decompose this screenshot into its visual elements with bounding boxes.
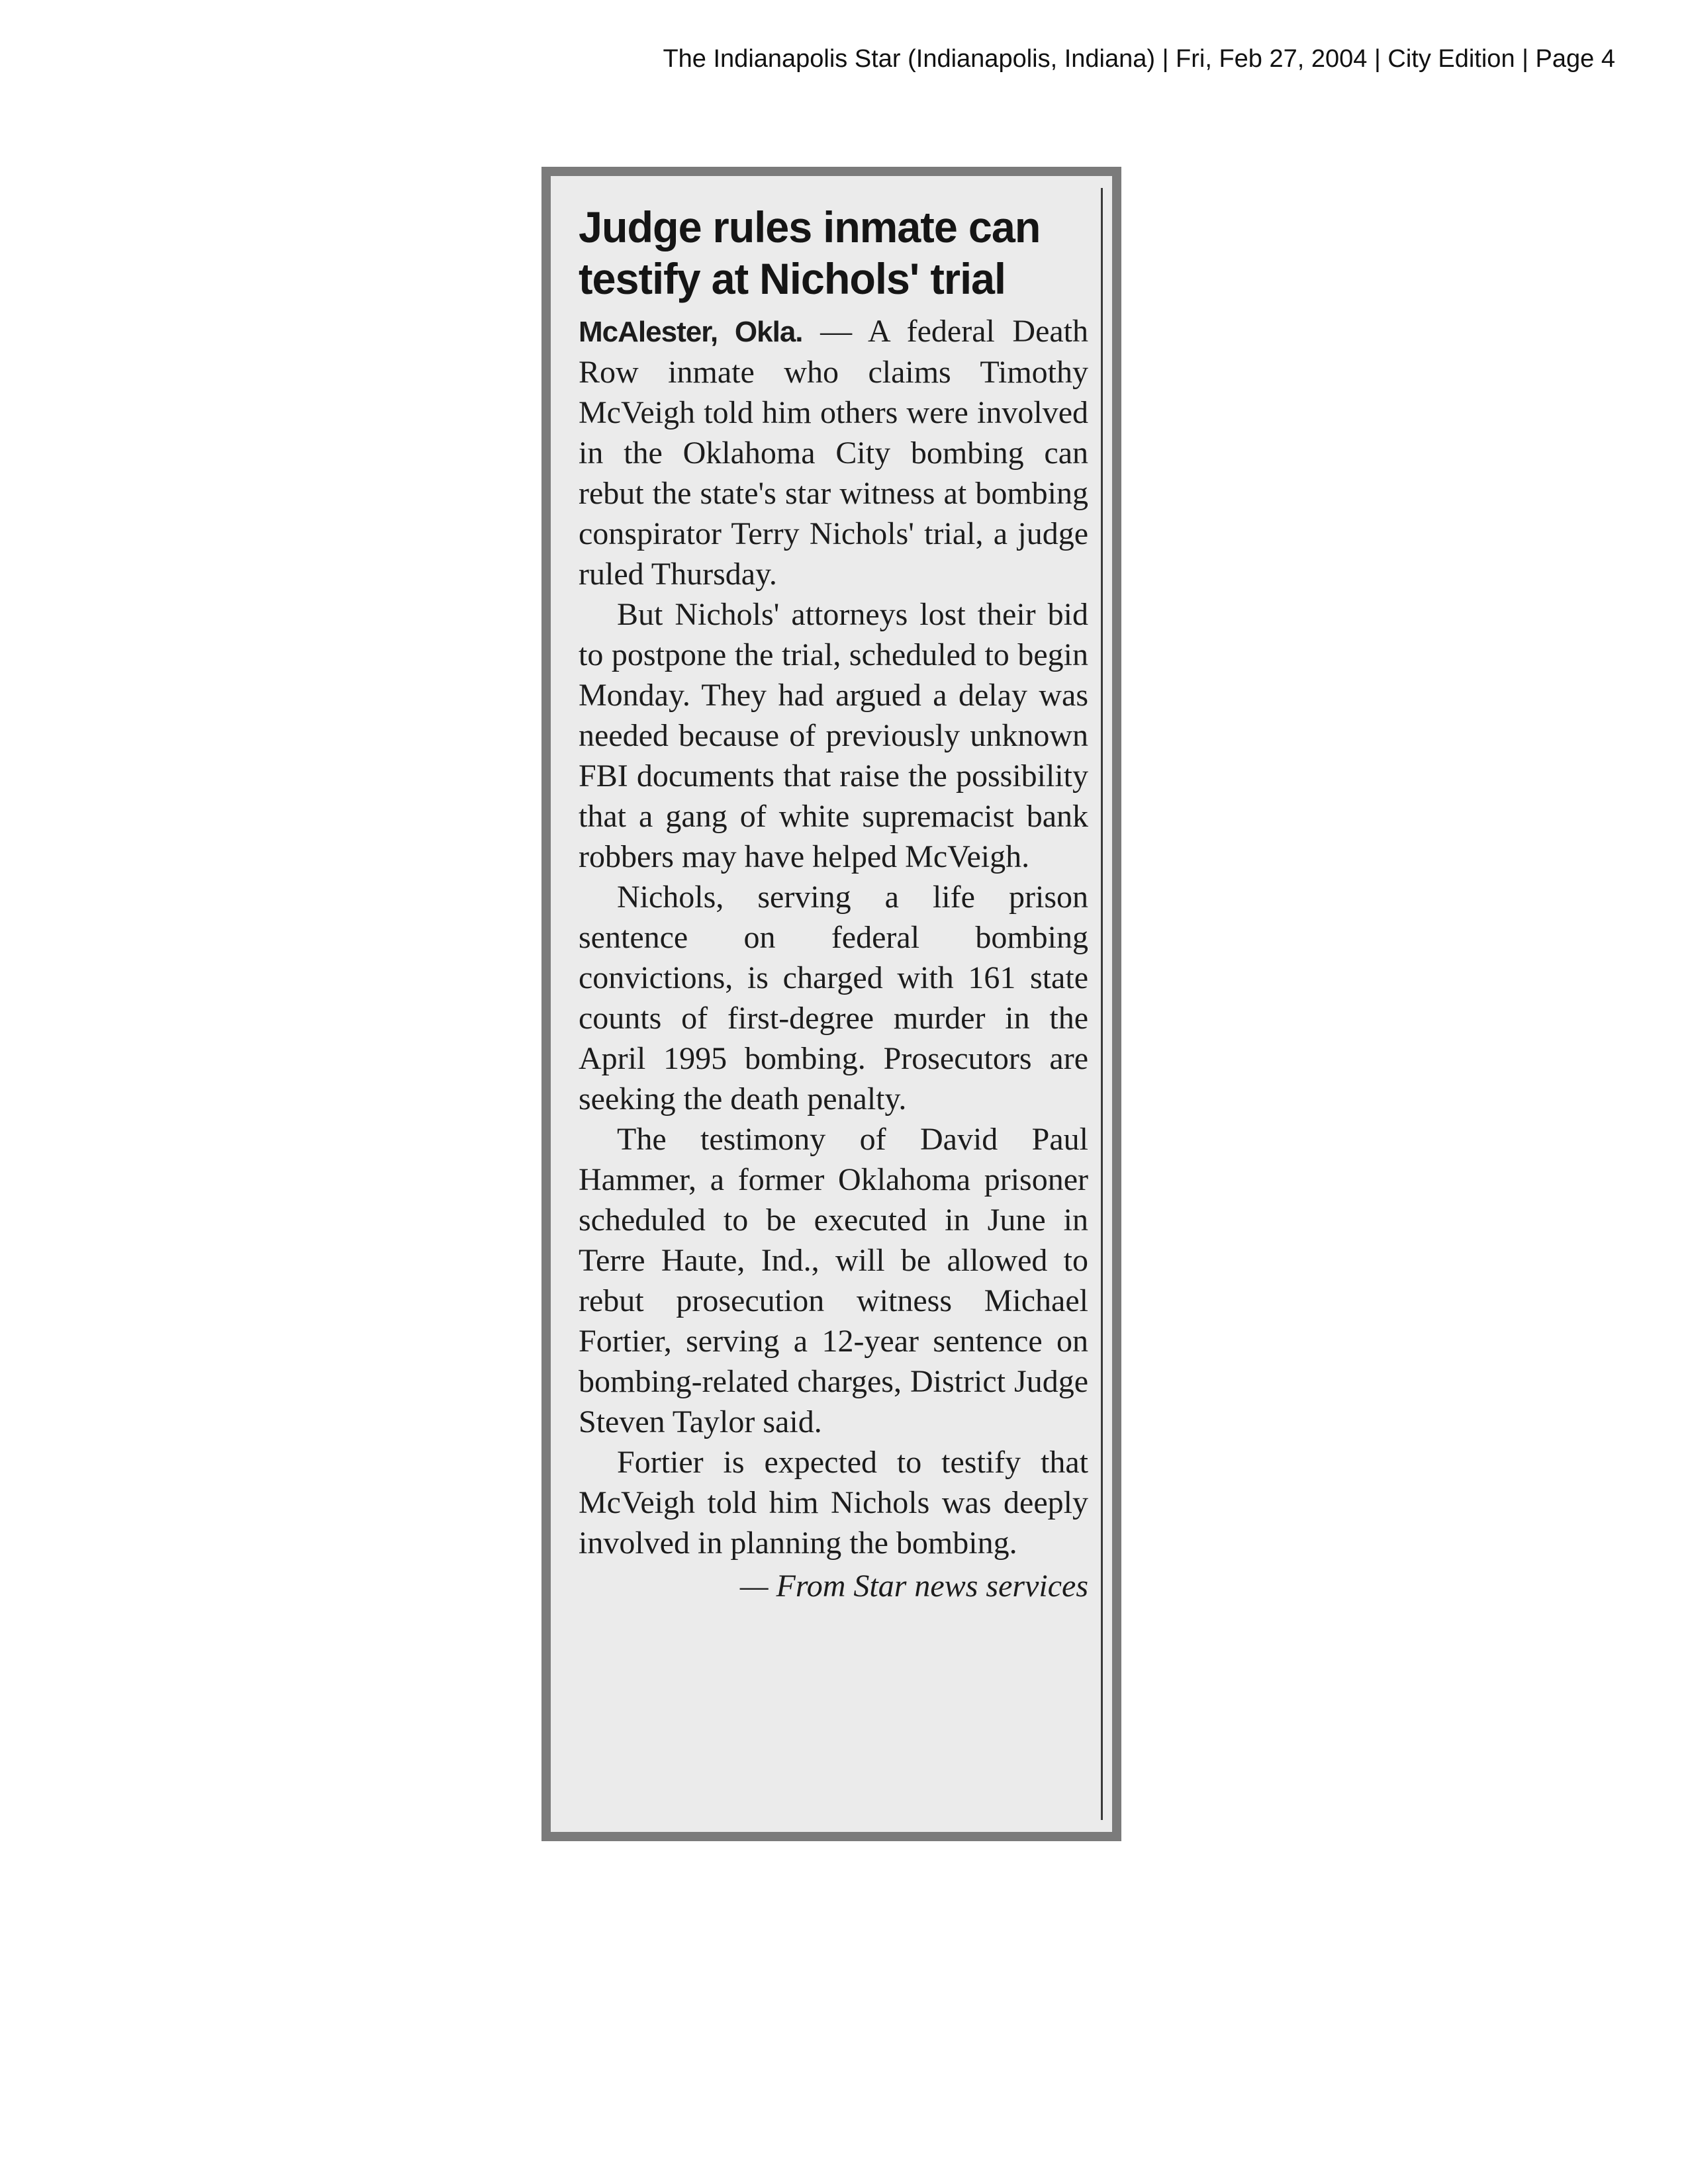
article-dateline: McAlester, Okla. bbox=[579, 316, 803, 348]
article-paragraph-1 bbox=[579, 311, 1088, 594]
article-headline: Judge rules inmate can testify at Nichols' trial bbox=[579, 203, 1041, 303]
article-paragraph-4: The testimony of David Paul Hammer, a former Oklahoma prisoner scheduled to be executed in June in Terre Haute, Ind., will be allowed to rebut prosecution witness Michael Fortier, serving a 12-year sentence on bombing-related charges, District Judge Steven Taylor said. bbox=[579, 1122, 1088, 1439]
article-paragraph-3: Nichols, serving a life prison sentence on federal bombing convictions, is charged with 161 state counts of first-degree murder in the April 1995 bombing. Prosecutors are seeking the death penalty. bbox=[579, 880, 1088, 1116]
paragraph-text: A federal Death Row inmate who claims Timothy McVeigh told him others were involved in the Oklahoma City bombing can rebut the state's star witness at bombing conspirator Terry Nichols' trial, a judge ruled Thursday. bbox=[579, 314, 1089, 592]
article-body bbox=[579, 311, 1088, 1563]
article-paragraph-2: But Nichols' attorneys lost their bid to postpone the trial, scheduled to begin Monday. They had argued a delay was needed because of previously unknown FBI documents that raise the possibility that a gang of white supremacist bank robbers may have helped McVeigh. bbox=[579, 597, 1088, 874]
article-credit: — From Star news services bbox=[739, 1569, 1088, 1604]
article bbox=[551, 176, 1112, 1832]
article-paragraph-5: Fortier is expected to testify that McVeigh told him Nichols was deeply involved in planning the bombing. bbox=[579, 1445, 1088, 1561]
newspaper-clipping bbox=[541, 167, 1121, 1841]
dateline-dash: — bbox=[802, 314, 868, 349]
page-source-header: The Indianapolis Star (Indianapolis, Indiana) | Fri, Feb 27, 2004 | City Edition | Page 4 bbox=[663, 45, 1615, 73]
